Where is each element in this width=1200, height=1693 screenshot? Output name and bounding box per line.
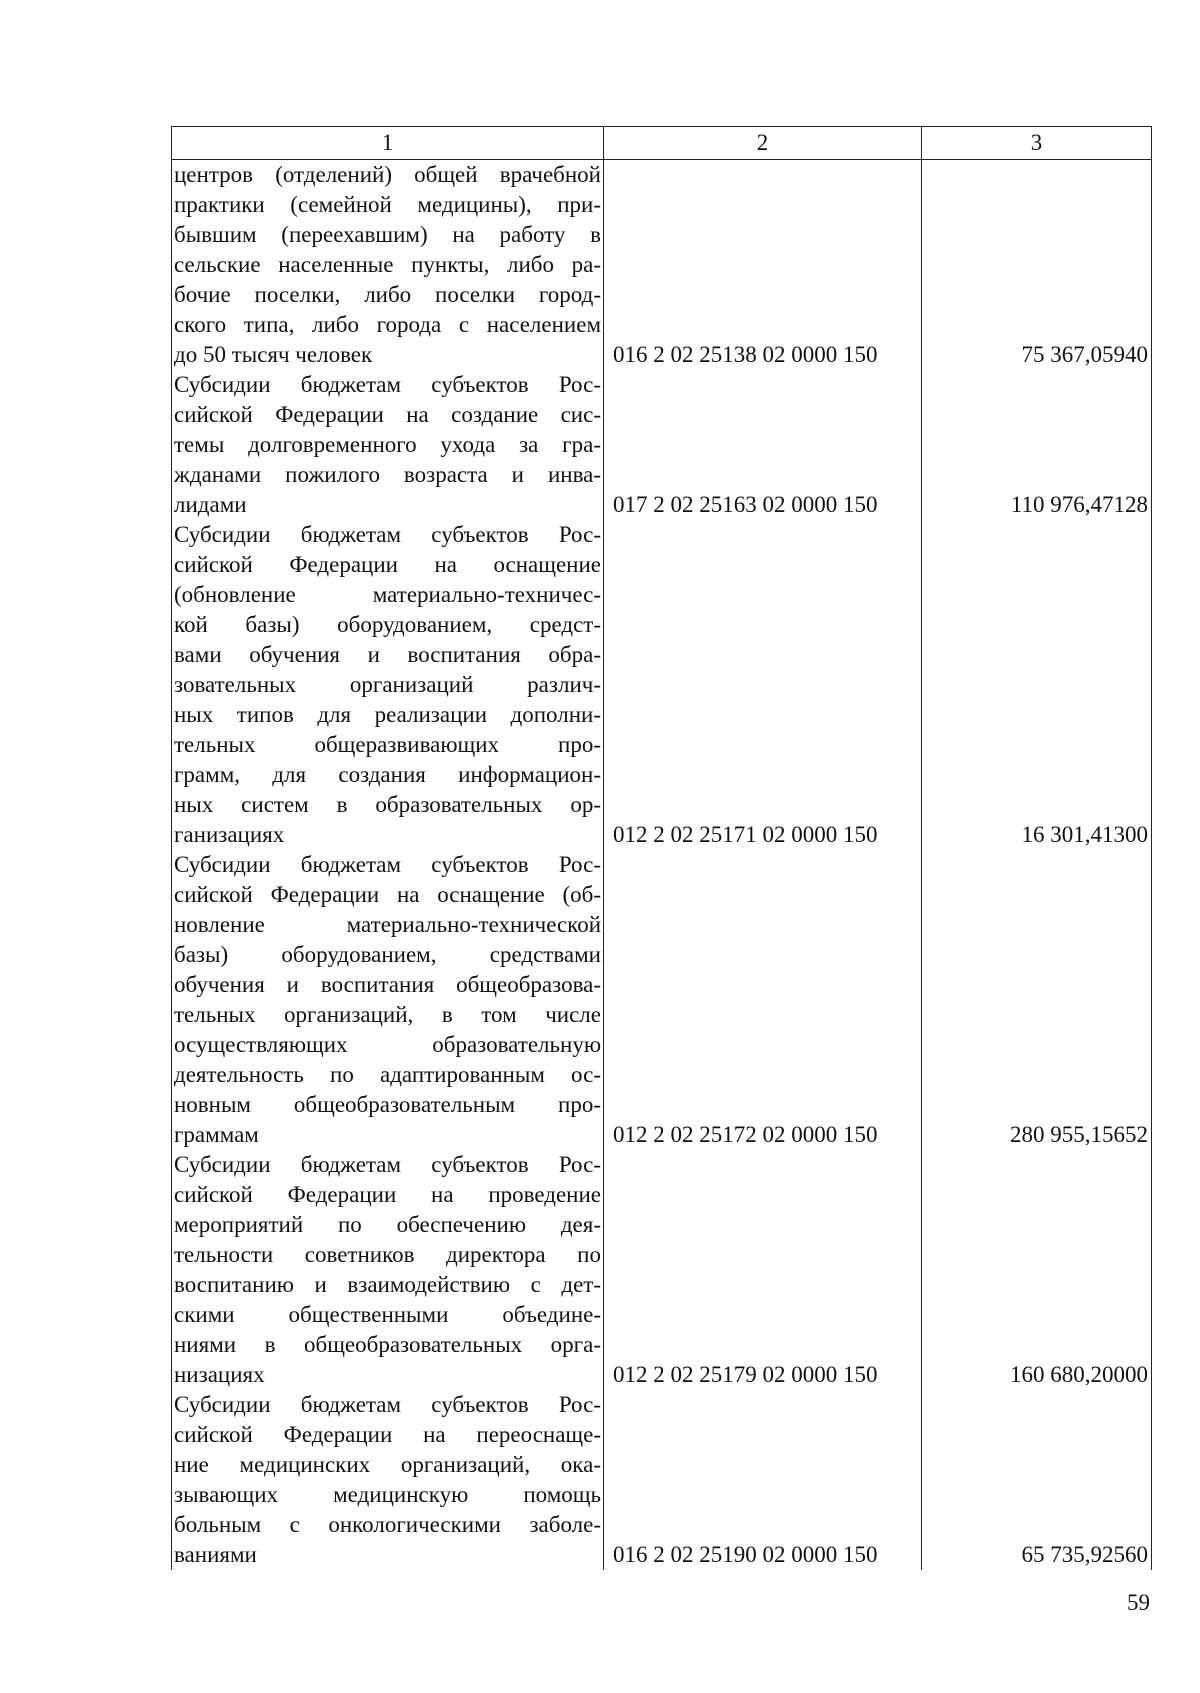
row-description — [172, 520, 604, 850]
column-header-3: 3 — [922, 127, 1152, 160]
description-line: осуществляющих образовательную — [174, 1032, 601, 1057]
description-line: центров (отделений) общей врачебной — [174, 162, 601, 187]
description-line: воспитанию и взаимодействию с дет- — [174, 1272, 601, 1297]
description-line: бывшим (переехавшим) на работу в — [174, 222, 601, 247]
description-line: больным с онкологическими заболе- — [174, 1512, 601, 1537]
amount-value: 75 367,05940 — [922, 160, 1152, 371]
description-line: (обновление материально-техничес- — [174, 582, 601, 607]
description-line: тельных общеразвивающих про- — [174, 732, 601, 757]
description-line: мероприятий по обеспечению дея- — [174, 1212, 601, 1237]
column-header-1: 1 — [172, 127, 604, 160]
budget-code: 016 2 02 25190 02 0000 150 — [604, 1390, 922, 1570]
row-description — [172, 850, 604, 1150]
description-line: ние медицинских организаций, ока- — [174, 1452, 601, 1477]
description-line: до 50 тысяч человек — [174, 342, 373, 367]
table-row — [172, 520, 1152, 850]
budget-code: 012 2 02 25172 02 0000 150 — [604, 850, 922, 1150]
description-line: тельности советников директора по — [174, 1242, 601, 1267]
description-line: обучения и воспитания общеобразова- — [174, 972, 601, 997]
description-line: ганизациях — [174, 822, 285, 847]
description-line: жданами пожилого возраста и инва- — [174, 462, 601, 487]
description-line: сийской Федерации на проведение — [174, 1182, 601, 1207]
table-row — [172, 1150, 1152, 1390]
description-line: сийской Федерации на оснащение (об- — [174, 882, 601, 907]
row-description — [172, 370, 604, 520]
description-line: зовательных организаций различ- — [174, 672, 601, 697]
description-line: граммам — [174, 1122, 259, 1147]
table-row — [172, 1390, 1152, 1570]
description-line: ных типов для реализации дополни- — [174, 702, 601, 727]
description-line: базы) оборудованием, средствами — [174, 942, 601, 967]
row-description — [172, 1150, 604, 1390]
description-line: Субсидии бюджетам субъектов Рос- — [174, 522, 601, 547]
table-body — [172, 160, 1152, 1571]
amount-value: 16 301,41300 — [922, 520, 1152, 850]
description-line: сельские населенные пункты, либо ра- — [174, 252, 601, 277]
header-row — [172, 127, 1152, 160]
budget-code: 017 2 02 25163 02 0000 150 — [604, 370, 922, 520]
column-header-2: 2 — [604, 127, 922, 160]
description-line: практики (семейной медицины), при- — [174, 192, 601, 217]
amount-value: 65 735,92560 — [922, 1390, 1152, 1570]
amount-value: 280 955,15652 — [922, 850, 1152, 1150]
table-row — [172, 850, 1152, 1150]
description-line: скими общественными объедине- — [174, 1302, 601, 1327]
description-line: лидами — [174, 492, 247, 517]
description-line: грамм, для создания информацион- — [174, 762, 601, 787]
description-line: Субсидии бюджетам субъектов Рос- — [174, 852, 601, 877]
row-description — [172, 1390, 604, 1570]
amount-value: 160 680,20000 — [922, 1150, 1152, 1390]
description-line: ных систем в образовательных ор- — [174, 792, 601, 817]
description-line: сийской Федерации на создание сис- — [174, 402, 601, 427]
description-line: сийской Федерации на переоснаще- — [174, 1422, 601, 1447]
description-line: Субсидии бюджетам субъектов Рос- — [174, 372, 601, 397]
description-line: зывающих медицинскую помощь — [174, 1482, 601, 1507]
budget-code: 012 2 02 25179 02 0000 150 — [604, 1150, 922, 1390]
description-line: тельных организаций, в том числе — [174, 1002, 601, 1027]
table-row — [172, 160, 1152, 371]
description-line: кой базы) оборудованием, средст- — [174, 612, 601, 637]
description-line: бочие поселки, либо поселки город- — [174, 282, 601, 307]
budget-code: 016 2 02 25138 02 0000 150 — [604, 160, 922, 371]
description-line: ского типа, либо города с населением — [174, 312, 601, 337]
amount-value: 110 976,47128 — [922, 370, 1152, 520]
row-description — [172, 160, 604, 371]
description-line: деятельность по адаптированным ос- — [174, 1062, 601, 1087]
page-number: 59 — [1127, 1590, 1150, 1615]
description-line: Субсидии бюджетам субъектов Рос- — [174, 1392, 601, 1417]
budget-code: 012 2 02 25171 02 0000 150 — [604, 520, 922, 850]
description-line: новление материально-технической — [174, 912, 601, 937]
description-line: Субсидии бюджетам субъектов Рос- — [174, 1152, 601, 1177]
description-line: сийской Федерации на оснащение — [174, 552, 601, 577]
description-line: темы долговременного ухода за гра- — [174, 432, 601, 457]
description-line: ваниями — [174, 1542, 257, 1567]
table-row — [172, 370, 1152, 520]
description-line: новным общеобразовательным про- — [174, 1092, 601, 1117]
description-line: вами обучения и воспитания обра- — [174, 642, 601, 667]
budget-table — [171, 126, 1152, 1570]
description-line: низациях — [174, 1362, 265, 1387]
description-line: ниями в общеобразовательных орга- — [174, 1332, 601, 1357]
